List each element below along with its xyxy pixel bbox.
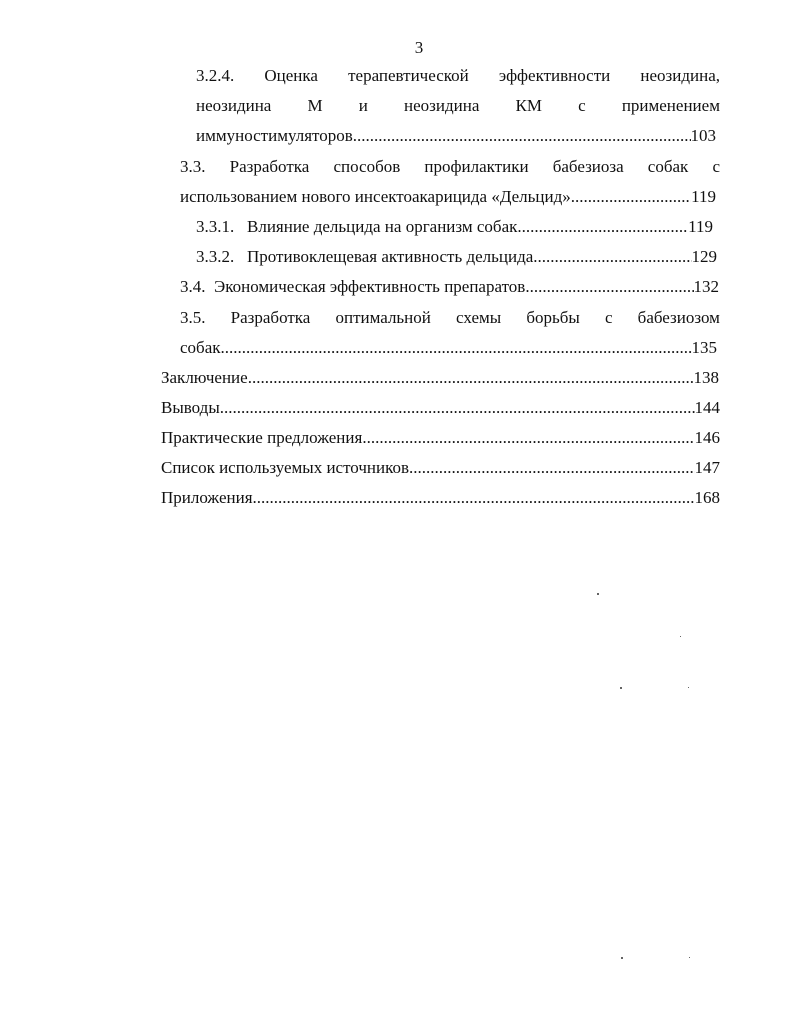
toc-entry-sources: [161, 458, 720, 478]
leader-dots: [517, 217, 688, 237]
toc-entry-3-3-line-1: [180, 157, 720, 177]
toc-page-number: 119: [691, 187, 716, 206]
toc-word: борьбы: [526, 308, 580, 327]
toc-entry-3-2-4-line-1: [196, 66, 720, 86]
toc-label: 3.3.1. Влияние дельцида на организм собак: [196, 217, 518, 236]
toc-page-number: 129: [691, 247, 717, 266]
toc-page-number: 135: [691, 338, 717, 357]
toc-label: иммуностимуляторов: [196, 126, 353, 145]
toc-entry-appendices: [161, 488, 720, 508]
toc-word: неозидина: [196, 96, 272, 115]
toc-word: собак: [647, 157, 689, 176]
toc-entry-3-5-line-1: [180, 308, 720, 328]
toc-word: применением: [621, 96, 720, 115]
leader-dots: [253, 488, 695, 508]
toc-page-number: 103: [690, 126, 716, 145]
toc-word: схемы: [456, 308, 502, 327]
toc-word: Оценка: [264, 66, 318, 85]
scan-speck: [621, 957, 623, 959]
leader-dots: [353, 126, 691, 146]
leader-dots: [409, 458, 694, 478]
toc-word: бабезиоза: [552, 157, 624, 176]
toc-entry-practical: [161, 428, 720, 448]
toc-entry-3-3-2: [196, 247, 717, 267]
toc-page-number: 168: [694, 488, 720, 507]
toc-entry-3-4: [180, 277, 719, 297]
toc-word: Разработка: [230, 308, 311, 327]
toc-label: Выводы: [161, 398, 220, 417]
toc-word: неозидина,: [640, 66, 720, 85]
scan-speck: [620, 687, 622, 689]
toc-word: 3.3.: [180, 157, 206, 176]
toc-word: КМ: [515, 96, 542, 115]
toc-label: 3.4. Экономическая эффективность препаратов: [180, 277, 526, 296]
scan-speck: [680, 636, 681, 637]
toc-entry-3-3-1: [196, 217, 713, 237]
toc-word: оптимальной: [335, 308, 431, 327]
leader-dots: [571, 187, 691, 207]
toc-label: 3.3.2. Противоклещевая активность дельцида: [196, 247, 534, 266]
toc-word: с: [604, 308, 613, 327]
toc-label: собак: [180, 338, 221, 357]
toc-page-number: 138: [693, 368, 719, 387]
toc-page-number: 119: [688, 217, 713, 236]
toc-label: Заключение: [161, 368, 248, 387]
scan-speck: [689, 957, 690, 958]
toc-entry-findings: [161, 398, 720, 418]
toc-entry-conclusion: [161, 368, 719, 388]
scan-speck: [597, 593, 599, 595]
toc-word: с: [712, 157, 720, 176]
toc-word: профилактики: [424, 157, 529, 176]
toc-word: Разработка: [229, 157, 310, 176]
toc-entry-3-5-line-2: [180, 338, 717, 358]
toc-entry-3-2-4-line-3: [196, 126, 716, 146]
leader-dots: [533, 247, 691, 267]
toc-word: и: [358, 96, 368, 115]
toc-word: с: [578, 96, 586, 115]
page-number: 3: [414, 38, 424, 57]
toc-word: М: [307, 96, 323, 115]
toc-word: неозидина: [404, 96, 480, 115]
leader-dots: [248, 368, 694, 388]
leader-dots: [220, 398, 695, 418]
toc-page-number: 144: [694, 398, 720, 417]
toc-word: бабезиозом: [637, 308, 720, 327]
toc-label: Приложения: [161, 488, 253, 507]
toc-word: 3.2.4.: [196, 66, 235, 85]
toc-label: Список используемых источников: [161, 458, 410, 477]
toc-entry-3-2-4-line-2: [196, 96, 720, 116]
toc-page-number: 146: [694, 428, 720, 447]
leader-dots: [362, 428, 694, 448]
toc-label: Практические предложения: [161, 428, 363, 447]
toc-word: способов: [333, 157, 401, 176]
toc-entry-3-3-line-2: [180, 187, 716, 207]
toc-label: использованием нового инсектоакарицида «Дельцид»: [180, 187, 571, 206]
toc-word: терапевтической: [348, 66, 469, 85]
toc-word: 3.5.: [180, 308, 206, 327]
toc-page-number: 147: [694, 458, 720, 477]
leader-dots: [525, 277, 693, 297]
scan-speck: [688, 687, 689, 688]
leader-dots: [221, 338, 692, 358]
toc-word: эффективности: [498, 66, 611, 85]
toc-page-number: 132: [693, 277, 719, 296]
